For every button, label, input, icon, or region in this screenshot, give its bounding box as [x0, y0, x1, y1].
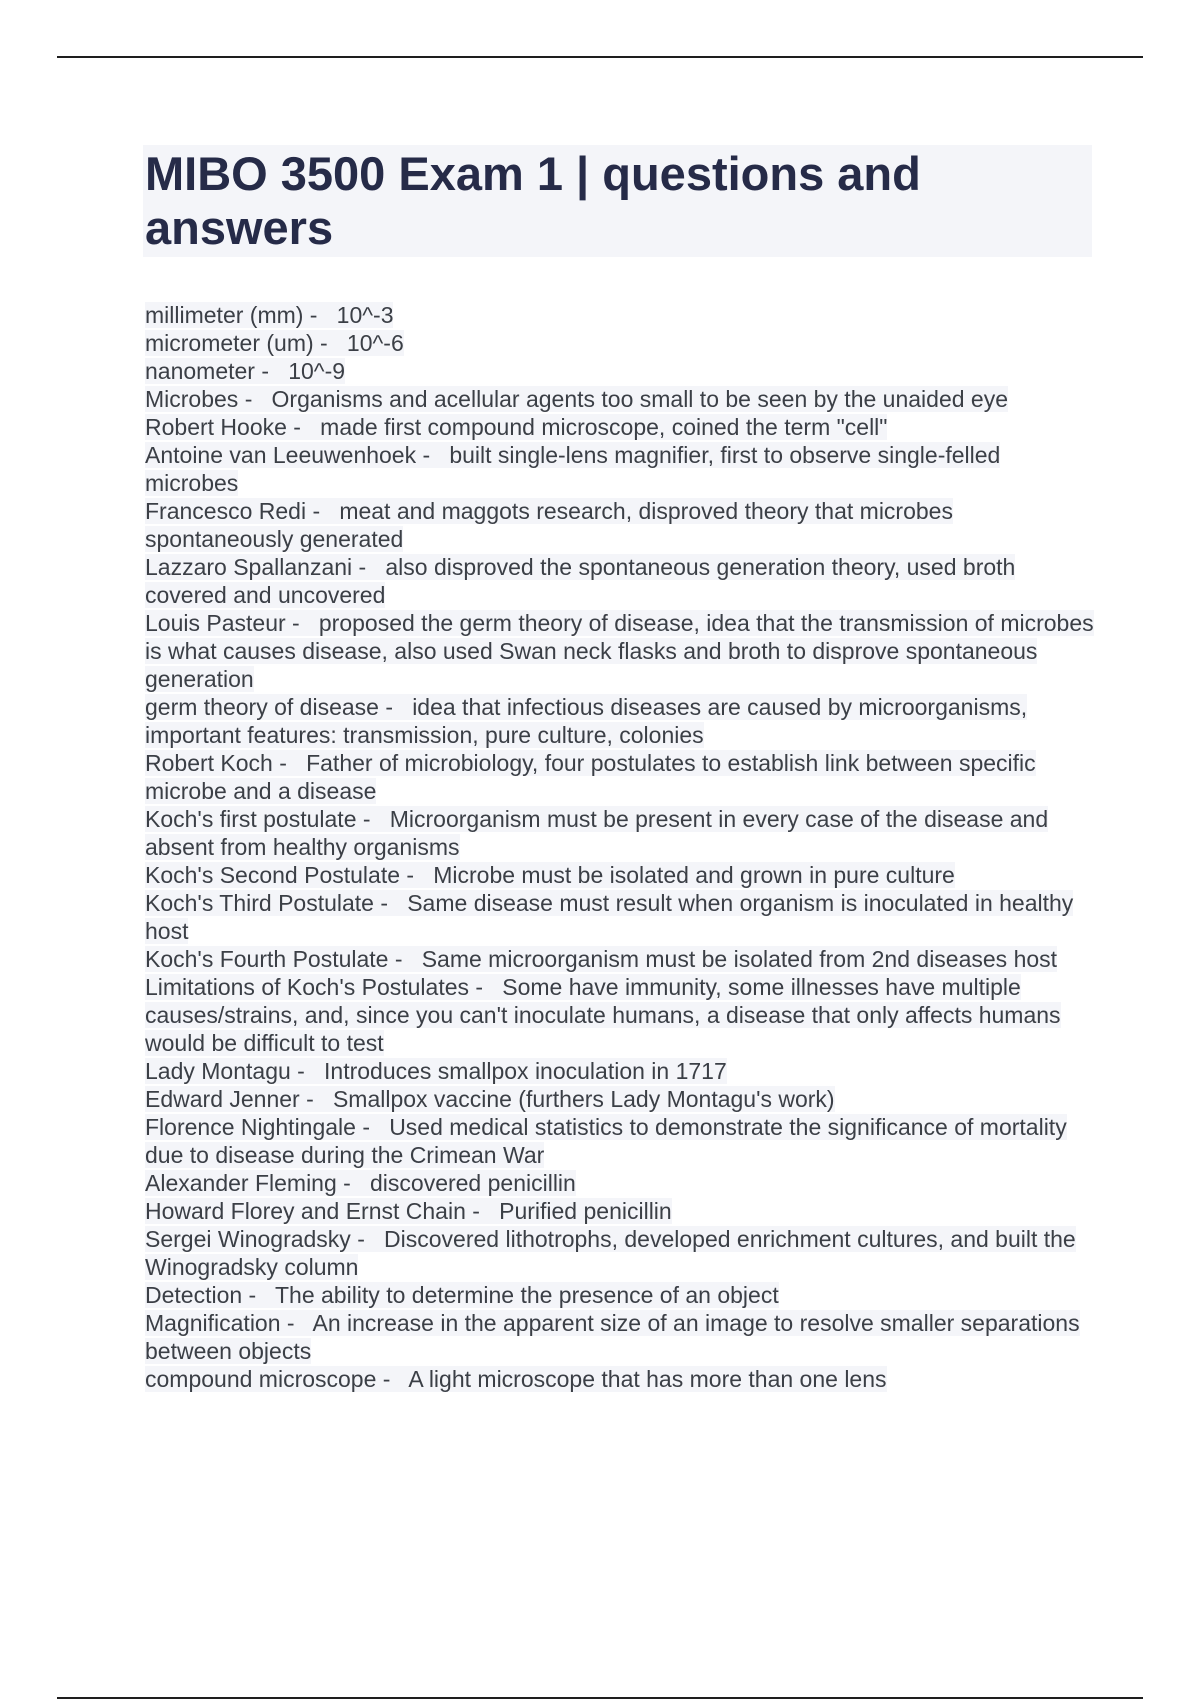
- top-divider: [57, 56, 1143, 58]
- qa-definition: Some have immunity, some illnesses have multiple causes/strains, and, since you can't inoculate humans, a disease that only affects humans would be difficult to test: [145, 974, 1061, 1056]
- qa-definition: idea that infectious diseases are caused by microorganisms, important features: transmission, pure culture, colonies: [145, 694, 1028, 748]
- qa-separator: -: [238, 386, 272, 412]
- qa-term: Florence Nightingale: [145, 1114, 356, 1140]
- qa-term: Detection: [145, 1282, 243, 1308]
- qa-separator: -: [313, 330, 347, 356]
- qa-item: [145, 553, 1095, 609]
- bottom-divider: [57, 1697, 1143, 1699]
- qa-item: [145, 889, 1095, 945]
- qa-separator: -: [355, 1114, 390, 1140]
- qa-item: [145, 749, 1095, 805]
- qa-separator: -: [272, 750, 307, 776]
- qa-term: germ theory of disease: [145, 694, 379, 720]
- qa-item: [145, 609, 1095, 693]
- qa-separator: -: [290, 1058, 325, 1084]
- qa-item: [145, 1197, 1095, 1225]
- qa-item: [145, 413, 1095, 441]
- qa-term: Koch's Third Postulate: [145, 890, 374, 916]
- qa-separator: -: [469, 974, 503, 1000]
- qa-term: Magnification: [145, 1310, 281, 1336]
- qa-term: Louis Pasteur: [145, 610, 286, 636]
- qa-separator: -: [336, 1170, 370, 1196]
- qa-term: nanometer: [145, 358, 255, 384]
- qa-definition: 10^-9: [288, 358, 346, 384]
- qa-item: [145, 357, 1095, 385]
- qa-definition: Discovered lithotrophs, developed enrichment cultures, and built the Winogradsky column: [145, 1226, 1076, 1280]
- qa-list: [145, 301, 1095, 1393]
- qa-item: [145, 1113, 1095, 1169]
- qa-separator: -: [388, 946, 422, 972]
- qa-item: [145, 861, 1095, 889]
- qa-term: compound microscope: [145, 1366, 377, 1392]
- qa-item: [145, 1169, 1095, 1197]
- qa-item: [145, 385, 1095, 413]
- qa-term: Alexander Fleming: [145, 1170, 337, 1196]
- qa-item: [145, 1085, 1095, 1113]
- qa-definition: Purified penicillin: [499, 1198, 672, 1224]
- qa-definition: The ability to determine the presence of an object: [274, 1282, 779, 1308]
- qa-term: Lazzaro Spallanzani: [145, 554, 353, 580]
- title-block: [143, 145, 1092, 257]
- qa-term: Edward Jenner: [145, 1086, 300, 1112]
- qa-item: [145, 301, 1095, 329]
- qa-separator: -: [378, 694, 413, 720]
- qa-item: [145, 1365, 1095, 1393]
- qa-definition: built single-lens magnifier, first to observe single-felled microbes: [145, 442, 1001, 496]
- qa-term: millimeter (mm): [145, 302, 304, 328]
- qa-term: Koch's Fourth Postulate: [145, 946, 389, 972]
- qa-term: Koch's first postulate: [145, 806, 357, 832]
- qa-term: Sergei Winogradsky: [145, 1226, 351, 1252]
- qa-definition: Organisms and acellular agents too small to be seen by the unaided eye: [271, 386, 1008, 412]
- qa-definition: meat and maggots research, disproved theory that microbes spontaneously generated: [145, 498, 953, 552]
- qa-term: Microbes: [145, 386, 239, 412]
- qa-separator: -: [286, 414, 321, 440]
- qa-term: Antoine van Leeuwenhoek: [145, 442, 417, 468]
- qa-term: Robert Koch: [145, 750, 273, 776]
- qa-item: [145, 497, 1095, 553]
- qa-separator: -: [465, 1198, 500, 1224]
- qa-item: [145, 945, 1095, 973]
- qa-separator: -: [356, 806, 390, 832]
- qa-item: [145, 693, 1095, 749]
- qa-term: micrometer (um): [145, 330, 314, 356]
- qa-separator: -: [242, 1282, 275, 1308]
- qa-definition: 10^-3: [336, 302, 394, 328]
- qa-definition: Smallpox vaccine (furthers Lady Montagu's work): [332, 1086, 835, 1112]
- qa-definition: made first compound microscope, coined the term "cell": [320, 414, 888, 440]
- qa-term: Howard Florey and Ernst Chain: [145, 1198, 466, 1224]
- qa-term: Lady Montagu: [145, 1058, 291, 1084]
- qa-separator: -: [376, 1366, 409, 1392]
- qa-separator: -: [400, 862, 434, 888]
- qa-definition: Microorganism must be present in every case of the disease and absent from healthy organisms: [145, 806, 1049, 860]
- qa-definition: also disproved the spontaneous generation theory, used broth covered and uncovered: [145, 554, 1016, 608]
- qa-separator: -: [303, 302, 337, 328]
- qa-item: [145, 1309, 1095, 1365]
- qa-separator: -: [416, 442, 450, 468]
- qa-definition: proposed the germ theory of disease, idea that the transmission of microbes is what causes disease, also used Swan neck flasks and broth to disprove spontaneous generation: [145, 610, 1094, 692]
- qa-item: [145, 805, 1095, 861]
- qa-term: Robert Hooke: [145, 414, 287, 440]
- qa-item: [145, 329, 1095, 357]
- qa-item: [145, 1225, 1095, 1281]
- qa-definition: Used medical statistics to demonstrate the significance of mortality due to disease during the Crimean War: [145, 1114, 1067, 1168]
- qa-separator: -: [306, 498, 340, 524]
- qa-definition: discovered penicillin: [370, 1170, 576, 1196]
- qa-separator: -: [373, 890, 408, 916]
- qa-separator: -: [350, 1226, 385, 1252]
- qa-separator: -: [299, 1086, 333, 1112]
- qa-term: Francesco Redi: [145, 498, 307, 524]
- qa-separator: -: [254, 358, 289, 384]
- qa-definition: Father of microbiology, four postulates to establish link between specific microbe and a disease: [145, 750, 1036, 804]
- qa-separator: -: [280, 1310, 313, 1336]
- qa-definition: Same disease must result when organism is inoculated in healthy host: [145, 890, 1074, 944]
- qa-term: Limitations of Koch's Postulates: [145, 974, 469, 1000]
- qa-item: [145, 1281, 1095, 1309]
- qa-item: [145, 973, 1095, 1057]
- qa-item: [145, 1057, 1095, 1085]
- qa-definition: Introduces smallpox inoculation in 1717: [324, 1058, 727, 1084]
- qa-definition: A light microscope that has more than one lens: [408, 1366, 887, 1392]
- qa-separator: -: [285, 610, 319, 636]
- qa-term: Koch's Second Postulate: [145, 862, 400, 888]
- qa-definition: 10^-6: [346, 330, 404, 356]
- qa-definition: Microbe must be isolated and grown in pure culture: [433, 862, 955, 888]
- page-title: MIBO 3500 Exam 1 | questions and answers: [145, 147, 921, 254]
- qa-separator: -: [352, 554, 386, 580]
- qa-item: [145, 441, 1095, 497]
- qa-definition: An increase in the apparent size of an image to resolve smaller separations between objects: [145, 1310, 1080, 1364]
- qa-definition: Same microorganism must be isolated from 2nd diseases host: [421, 946, 1058, 972]
